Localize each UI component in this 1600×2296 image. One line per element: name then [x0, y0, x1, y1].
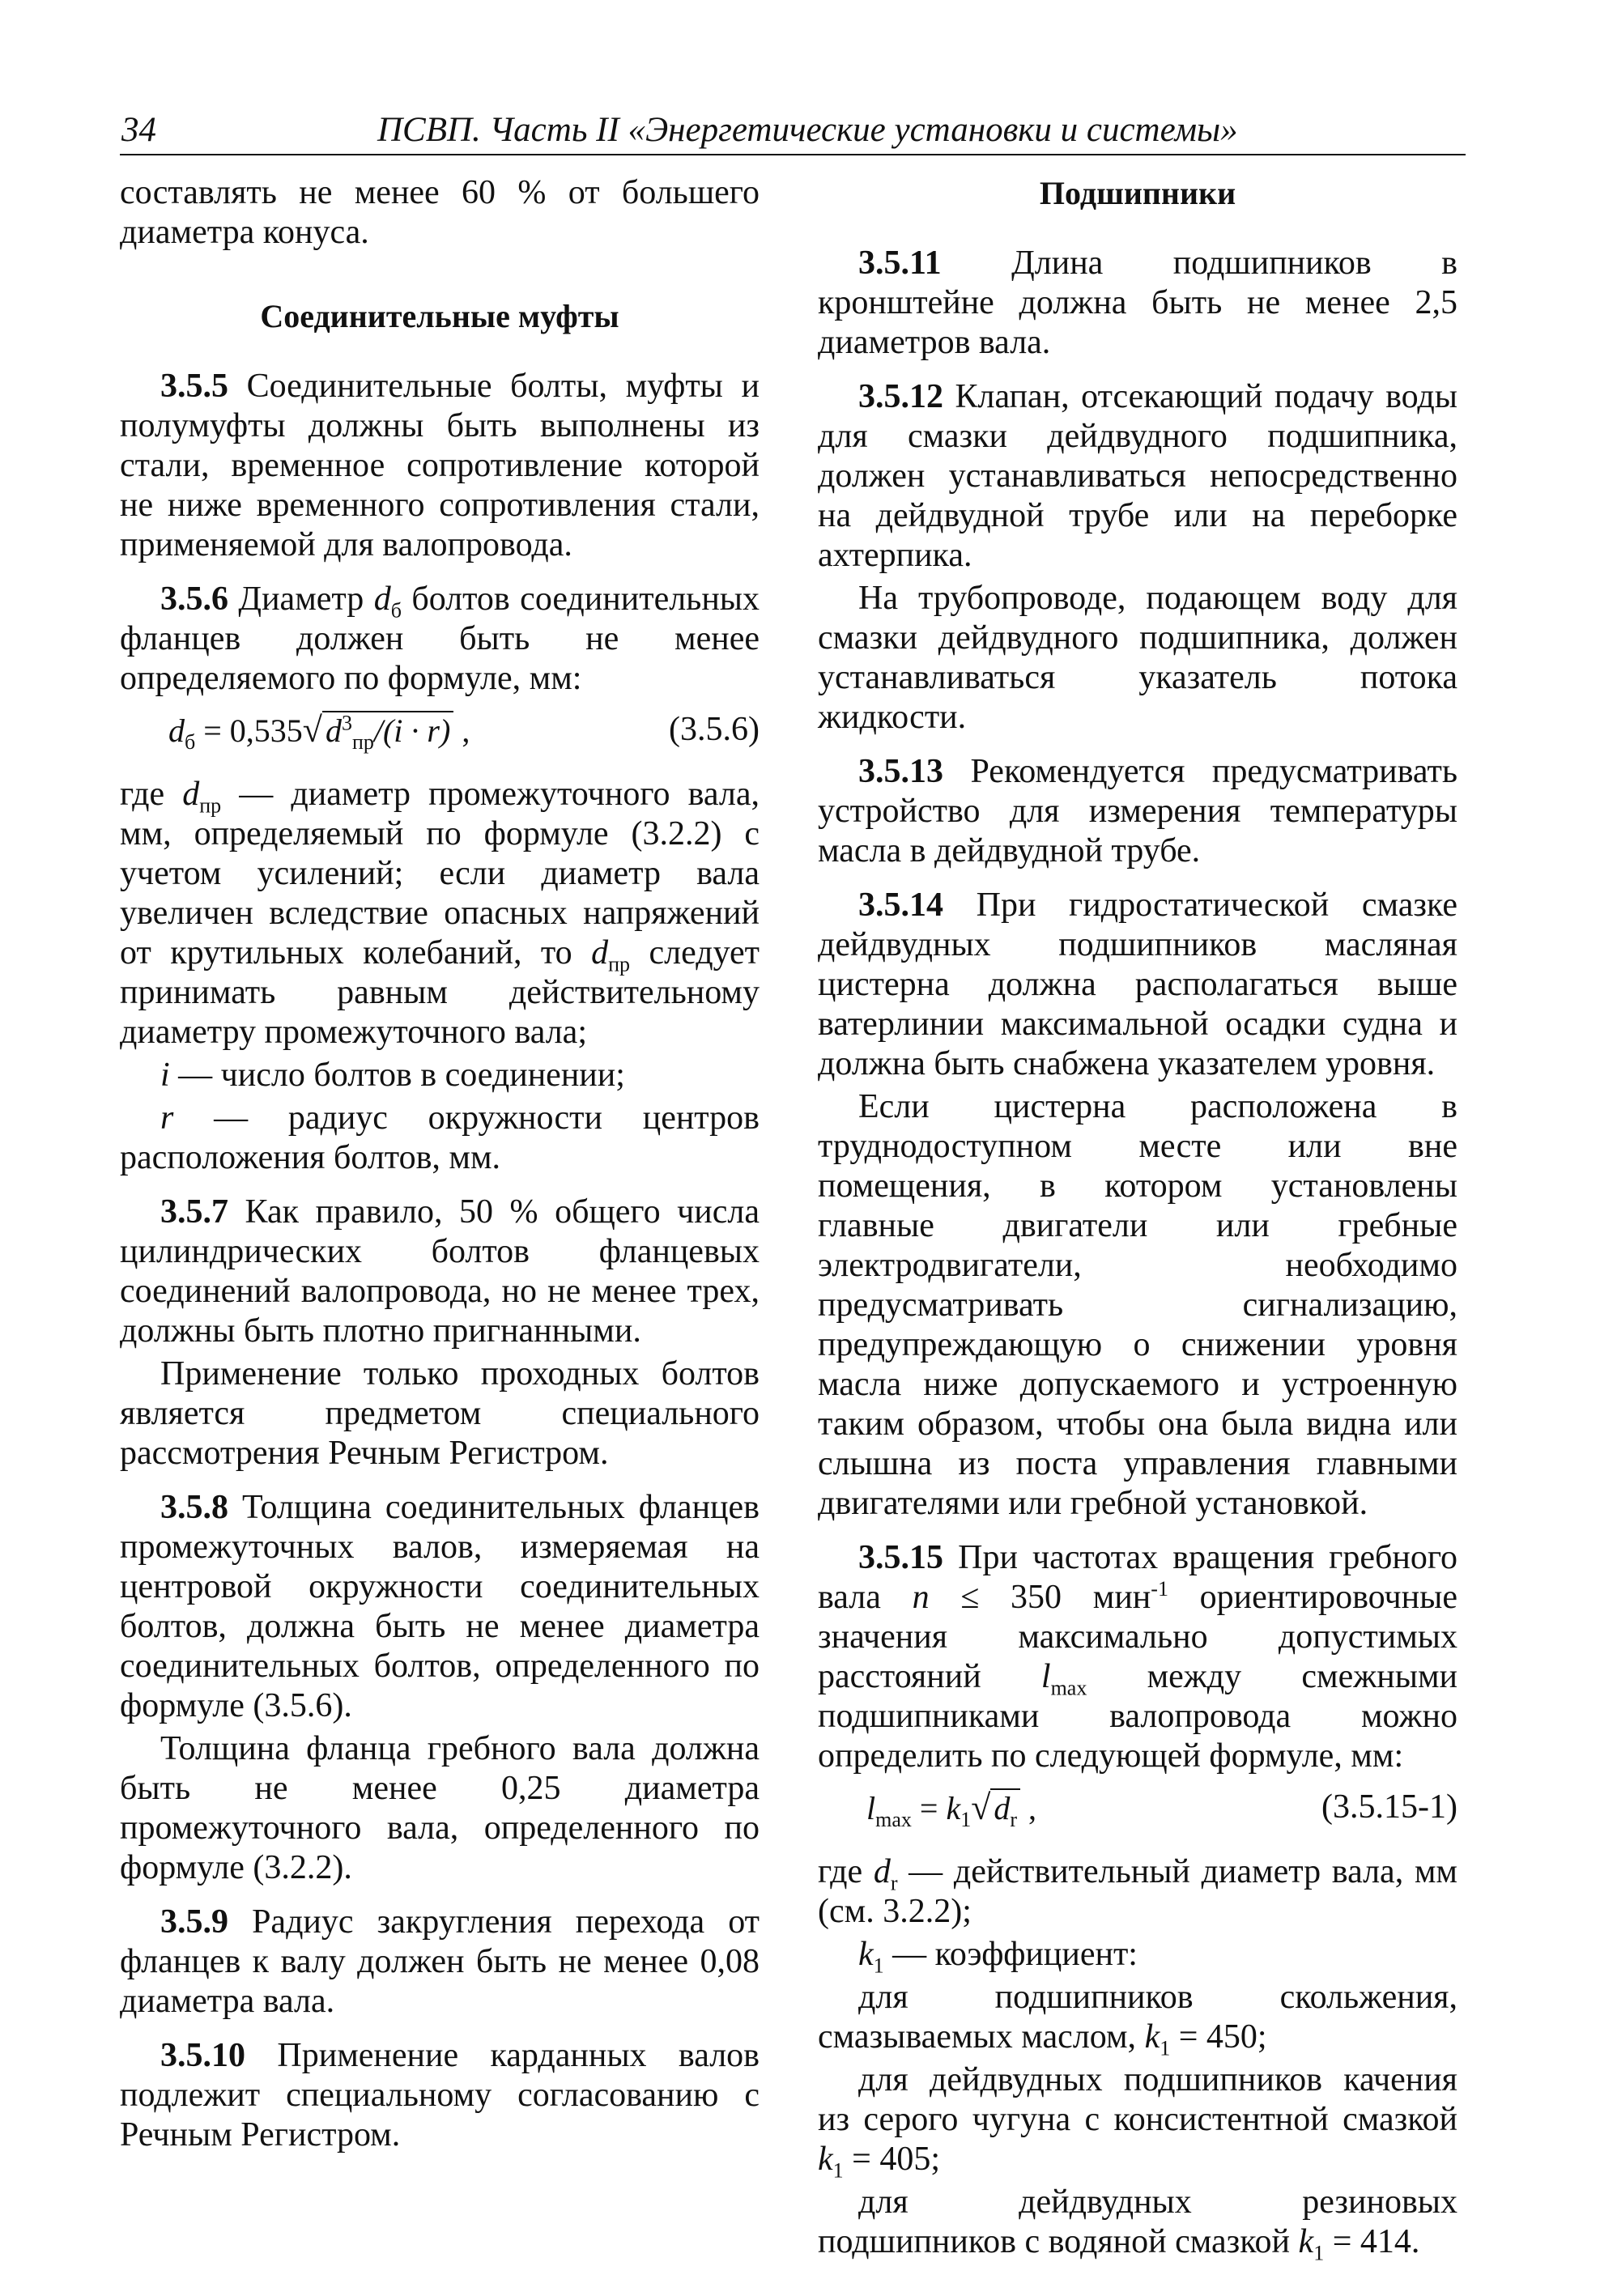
- formula-number: (3.5.15-1): [1321, 1788, 1457, 1826]
- k1-value-rubber: для дейдвудных резиновых подшипников с водяной смазкой $k_1 = 414$.: [818, 2183, 1457, 2265]
- k1-value-cast-iron: для дейдвудных подшипников качения из серого чугуна с консистентной смазкой $k_1 = 405$;: [818, 2061, 1457, 2183]
- clause-3-5-14-continued: Если цистерна расположена в труднодоступном месте или вне помещения, в котором установлены главные двигатели или гребные электродвигатели, необходимо предусматривать сигнализацию, предупреждающую о снижении уровня масла ниже допускаемого и устроенную таким образом, чтобы она была видна или слышна из поста управления главными двигателями или гребной установкой.: [818, 1088, 1457, 1522]
- clause-3-5-9: 3.5.9 Радиус закругления перехода от фланцев к валу должен быть не менее 0,08 диаметра вала.: [120, 1903, 760, 2020]
- k1-value-sliding: для подшипников скольжения, смазываемых маслом, $k_1 = 450$;: [818, 1979, 1457, 2060]
- formula-expression: $l_{max} = k_1√$ $d_r$ ,: [866, 1788, 1037, 1831]
- clause-3-5-15: 3.5.15 При частотах вращения гребного вала n ≤ 350 мин$^{-1}$ ориентировочные значения максимально допустимых расстояний $l_{max}$ между смежными подшипниками валопровода можно определить по следующей формуле, мм:: [818, 1539, 1458, 1775]
- formula-expression: $d_б = 0,535√$ $d^3_{пр}/(i \cdot r)$ ,: [168, 710, 470, 754]
- where-definition: где $d_{пр}$ — диаметр промежуточного вала, мм, определяемый по формуле (3.2.2) с учетом усилений; если диаметр вала увеличен вследствие опасных напряжений от крутильных колебаний, то $d_{пр}$ следует принимать равным действительному диаметру промежуточного вала;: [120, 776, 760, 1051]
- formula-3-5-6: [120, 704, 760, 762]
- clause-3-5-13: 3.5.13 Рекомендуется предусматривать устройство для измерения температуры масла в дейдвудной трубе.: [818, 753, 1457, 870]
- continued-paragraph: составлять не менее 60 % от большего диаметра конуса.: [120, 174, 760, 251]
- section-heading-couplings: Соединительные муфты: [260, 298, 619, 334]
- where-definition: где $d_r$ — действительный диаметр вала, мм (см. 3.2.2);: [818, 1853, 1458, 1930]
- page-number: 34: [121, 111, 156, 149]
- clause-3-5-12-continued: На трубопроводе, подающем воду для смазки дейдвудного подшипника, должен устанавливаться указатель потока жидкости.: [818, 580, 1457, 736]
- clause-3-5-14: 3.5.14 При гидростатической смазке дейдвудных подшипников масляная цистерна должна располагаться выше ватерлинии максимальной осадки судна и должна быть снабжена указателем уровня.: [818, 887, 1458, 1082]
- definition-k1: $k_1$ — коэффициент:: [858, 1936, 1138, 1978]
- running-title: ПСВП. Часть II «Энергетические установки и системы»: [377, 111, 1238, 149]
- page-header: [120, 107, 1466, 155]
- section-heading-bearings: Подшипники: [1039, 175, 1236, 211]
- formula-number: (3.5.6): [669, 711, 760, 748]
- clause-3-5-6: 3.5.6 Диаметр $d_б$ болтов соединительных фланцев должен быть не менее определяемого по формуле, мм:: [120, 580, 760, 697]
- clause-3-5-5: 3.5.5 Соединительные болты, муфты и полумуфты должны быть выполнены из стали, временное сопротивление которой не ниже временного сопротивления стали, применяемой для валопровода.: [120, 368, 760, 563]
- right-column: [818, 173, 1457, 2265]
- clause-3-5-10: 3.5.10 Применение карданных валов подлежит специальному согласованию с Речным Регистром.: [120, 2037, 760, 2154]
- clause-3-5-8: 3.5.8 Толщина соединительных фланцев промежуточных валов, измеряемая на центровой окружности соединительных болтов, должна быть не менее диаметра соединительных болтов, определенного по формуле (3.5.6).: [120, 1489, 760, 1724]
- clause-3-5-8-continued: Толщина фланца гребного вала должна быть не менее 0,25 диаметра промежуточного вала, определенного по формуле (3.2.2).: [120, 1730, 760, 1886]
- definition-r: r — радиус окружности центров расположения болтов, мм.: [120, 1099, 760, 1176]
- formula-3-5-15-1: [818, 1781, 1457, 1839]
- clause-3-5-7: 3.5.7 Как правило, 50 % общего числа цилиндрических болтов фланцевых соединений валопровода, но не менее трех, должны быть плотно пригнанными.: [120, 1193, 760, 1350]
- sqrt-symbol: √: [971, 1788, 991, 1827]
- sqrt-symbol: √: [302, 710, 322, 750]
- clause-3-5-7-continued: Применение только проходных болтов является предметом специального рассмотрения Речным Регистром.: [120, 1355, 760, 1472]
- clause-3-5-12: 3.5.12 Клапан, отсекающий подачу воды для смазки дейдвудного подшипника, должен устанавливаться непосредственно на дейдвудной трубе или на переборке ахтерпика.: [818, 378, 1457, 574]
- left-column: [120, 173, 760, 2170]
- definition-i: i — число болтов в соединении;: [160, 1057, 625, 1094]
- clause-3-5-11: 3.5.11 Длина подшипников в кронштейне должна быть не менее 2,5 диаметров вала.: [818, 244, 1457, 361]
